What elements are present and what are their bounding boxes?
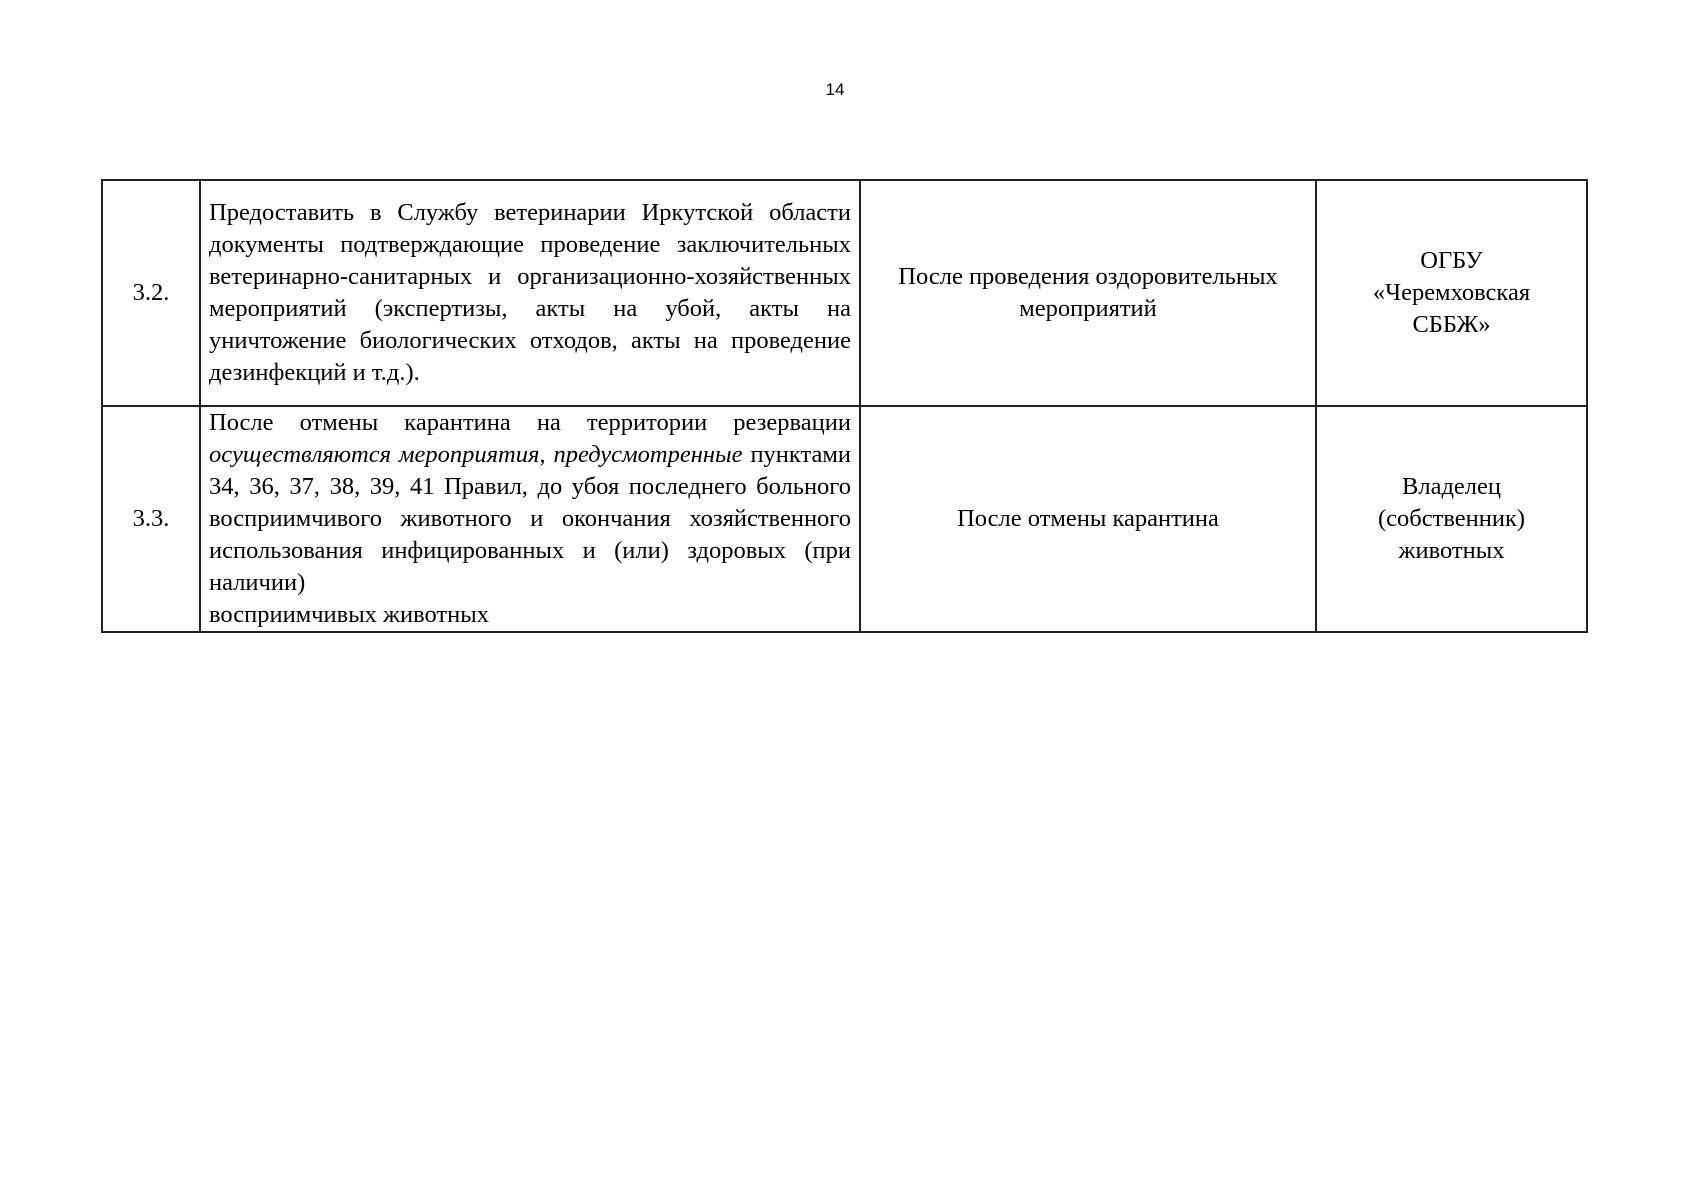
description-last-line: дезинфекций и т.д.).: [209, 359, 420, 386]
measure-description: [200, 180, 860, 406]
description-text: Предоставить в Службу ветеринарии Иркутской области документы подтверждающие проведение заключительных ветеринарно-санитарных и организационно-хозяйственных мероприятий (экспертизы, акты на убой, акты на уничтожение биологических отходов, акты на проведение: [209, 199, 851, 354]
table-row: [102, 180, 1587, 406]
responsible-text: ОГБУ «Черемховская СББЖ»: [1372, 247, 1531, 338]
page-number: 14: [825, 80, 845, 99]
measure-responsible: [1316, 406, 1587, 632]
description-italic-text: осуществляются мероприятия, предусмотренные: [209, 441, 743, 468]
measure-timing: После отмены карантина: [860, 406, 1316, 632]
description-text: пунктами 34, 36, 37, 38, 39, 41 Правил, до убоя последнего больного восприимчивого животного и окончания хозяйственного использования инфицированных и (или) здоровых (при наличии): [209, 441, 851, 596]
measure-timing: После проведения оздоровительных мероприятий: [860, 180, 1316, 406]
measure-responsible: [1316, 180, 1587, 406]
responsible-text: Владелец (собственник) животных: [1377, 473, 1526, 564]
table-row: [102, 406, 1587, 632]
description-text: После отмены карантина на территории резервации: [209, 409, 851, 436]
measures-table: [101, 179, 1588, 633]
row-number: 3.2.: [102, 180, 200, 406]
description-last-line: восприимчивых животных: [209, 601, 489, 628]
measure-description: [200, 406, 860, 632]
row-number: 3.3.: [102, 406, 200, 632]
